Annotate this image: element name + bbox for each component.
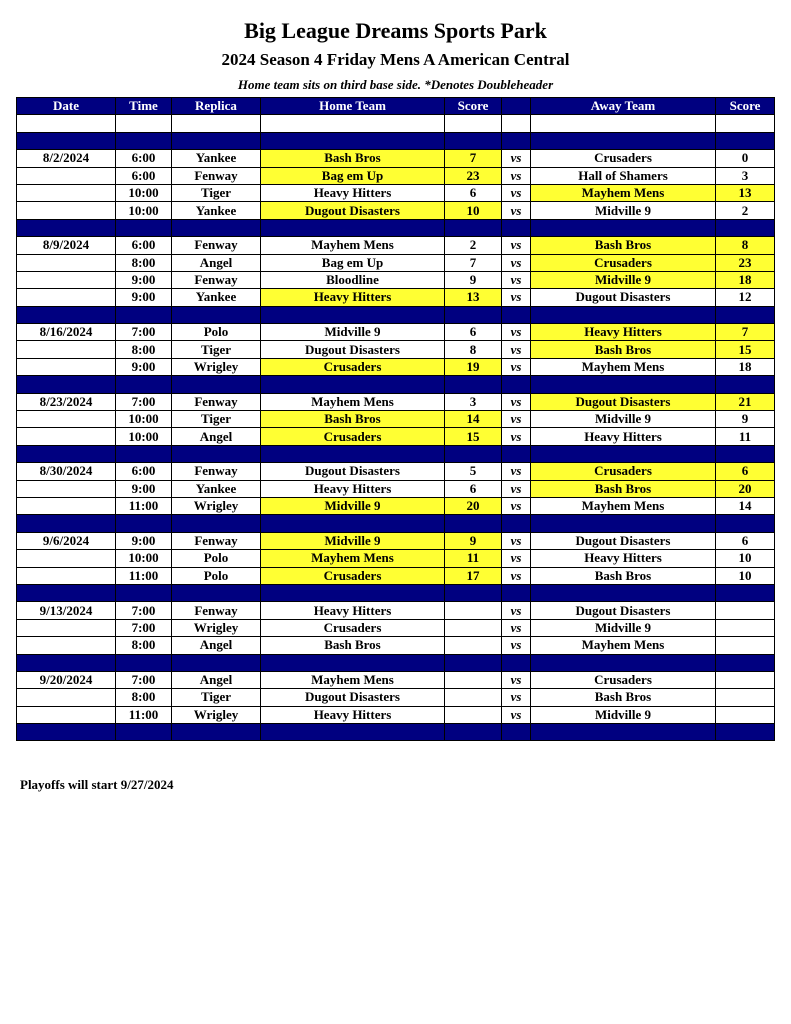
- away-team: Dugout Disasters: [531, 289, 716, 306]
- home-score: 20: [445, 497, 502, 514]
- game-replica: Fenway: [172, 271, 261, 288]
- home-team: Bash Bros: [261, 411, 445, 428]
- game-row: [17, 689, 775, 706]
- game-row: [17, 289, 775, 306]
- home-team: Crusaders: [261, 567, 445, 584]
- vs-label: vs: [502, 184, 531, 201]
- away-score: [716, 689, 775, 706]
- game-row: [17, 550, 775, 567]
- game-replica: Polo: [172, 550, 261, 567]
- home-team: Heavy Hitters: [261, 184, 445, 201]
- game-time: 10:00: [116, 550, 172, 567]
- game-time: 6:00: [116, 167, 172, 184]
- game-replica: Polo: [172, 567, 261, 584]
- game-time: 7:00: [116, 619, 172, 636]
- game-time: 11:00: [116, 706, 172, 723]
- week-separator: [17, 132, 775, 149]
- game-time: 7:00: [116, 393, 172, 410]
- away-score: [716, 671, 775, 688]
- home-team: Bloodline: [261, 271, 445, 288]
- game-date: [17, 167, 116, 184]
- vs-label: vs: [502, 602, 531, 619]
- home-score: 17: [445, 567, 502, 584]
- game-date: [17, 637, 116, 654]
- week-separator: [17, 445, 775, 462]
- game-date: [17, 271, 116, 288]
- home-team: Mayhem Mens: [261, 671, 445, 688]
- home-team: Heavy Hitters: [261, 602, 445, 619]
- game-date: [17, 619, 116, 636]
- home-team: Dugout Disasters: [261, 341, 445, 358]
- game-replica: Wrigley: [172, 706, 261, 723]
- game-row: [17, 706, 775, 723]
- away-team: Bash Bros: [531, 480, 716, 497]
- game-replica: Yankee: [172, 289, 261, 306]
- game-time: 9:00: [116, 358, 172, 375]
- game-date: [17, 497, 116, 514]
- vs-label: vs: [502, 689, 531, 706]
- vs-label: vs: [502, 237, 531, 254]
- home-team: Bag em Up: [261, 167, 445, 184]
- vs-label: vs: [502, 480, 531, 497]
- vs-label: vs: [502, 324, 531, 341]
- home-score: 8: [445, 341, 502, 358]
- away-team: Heavy Hitters: [531, 324, 716, 341]
- home-score: 6: [445, 480, 502, 497]
- away-score: [716, 637, 775, 654]
- game-row: [17, 567, 775, 584]
- away-team: Crusaders: [531, 254, 716, 271]
- game-replica: Wrigley: [172, 358, 261, 375]
- game-replica: Fenway: [172, 237, 261, 254]
- away-score: 11: [716, 428, 775, 445]
- away-score: 2: [716, 202, 775, 219]
- vs-label: vs: [502, 619, 531, 636]
- away-score: 3: [716, 167, 775, 184]
- away-score: 8: [716, 237, 775, 254]
- game-time: 8:00: [116, 254, 172, 271]
- away-team: Dugout Disasters: [531, 393, 716, 410]
- game-replica: Tiger: [172, 184, 261, 201]
- home-score: 9: [445, 532, 502, 549]
- away-score: [716, 706, 775, 723]
- game-date: [17, 567, 116, 584]
- game-date: [17, 428, 116, 445]
- col-header-home-team: Home Team: [261, 98, 445, 115]
- home-score: 2: [445, 237, 502, 254]
- game-row: [17, 602, 775, 619]
- vs-label: vs: [502, 428, 531, 445]
- away-score: 12: [716, 289, 775, 306]
- game-time: 8:00: [116, 637, 172, 654]
- game-date: [17, 184, 116, 201]
- home-score: 5: [445, 463, 502, 480]
- home-score: 10: [445, 202, 502, 219]
- blank-row: [17, 115, 775, 132]
- home-team: Bash Bros: [261, 637, 445, 654]
- game-replica: Fenway: [172, 167, 261, 184]
- game-date: 9/20/2024: [17, 671, 116, 688]
- game-replica: Fenway: [172, 463, 261, 480]
- away-score: 6: [716, 532, 775, 549]
- game-time: 7:00: [116, 324, 172, 341]
- game-row: [17, 671, 775, 688]
- game-date: [17, 411, 116, 428]
- away-team: Bash Bros: [531, 689, 716, 706]
- game-date: [17, 254, 116, 271]
- game-time: 9:00: [116, 532, 172, 549]
- away-score: 0: [716, 150, 775, 167]
- home-score: 23: [445, 167, 502, 184]
- home-team: Dugout Disasters: [261, 689, 445, 706]
- game-time: 6:00: [116, 463, 172, 480]
- vs-label: vs: [502, 271, 531, 288]
- vs-label: vs: [502, 411, 531, 428]
- away-score: 15: [716, 341, 775, 358]
- game-replica: Fenway: [172, 602, 261, 619]
- game-date: [17, 289, 116, 306]
- home-score: [445, 602, 502, 619]
- game-date: [17, 202, 116, 219]
- game-row: [17, 324, 775, 341]
- schedule-table: [16, 97, 775, 741]
- vs-label: vs: [502, 289, 531, 306]
- away-score: 10: [716, 567, 775, 584]
- away-team: Bash Bros: [531, 341, 716, 358]
- home-score: 6: [445, 324, 502, 341]
- away-team: Midville 9: [531, 271, 716, 288]
- home-team: Crusaders: [261, 619, 445, 636]
- game-replica: Wrigley: [172, 497, 261, 514]
- week-separator: [17, 219, 775, 236]
- vs-label: vs: [502, 706, 531, 723]
- home-score: 13: [445, 289, 502, 306]
- game-time: 9:00: [116, 289, 172, 306]
- game-date: [17, 706, 116, 723]
- page-subtitle: 2024 Season 4 Friday Mens A American Central: [221, 50, 570, 69]
- game-replica: Tiger: [172, 341, 261, 358]
- game-date: 8/23/2024: [17, 393, 116, 410]
- game-row: [17, 271, 775, 288]
- game-date: [17, 480, 116, 497]
- home-score: 9: [445, 271, 502, 288]
- game-replica: Yankee: [172, 150, 261, 167]
- game-row: [17, 202, 775, 219]
- game-row: [17, 341, 775, 358]
- away-score: 14: [716, 497, 775, 514]
- game-replica: Tiger: [172, 411, 261, 428]
- page-title: Big League Dreams Sports Park: [244, 18, 547, 43]
- away-score: 7: [716, 324, 775, 341]
- home-score: [445, 706, 502, 723]
- away-score: 13: [716, 184, 775, 201]
- away-team: Hall of Shamers: [531, 167, 716, 184]
- away-team: Heavy Hitters: [531, 550, 716, 567]
- away-team: Mayhem Mens: [531, 637, 716, 654]
- vs-label: vs: [502, 202, 531, 219]
- home-score: [445, 689, 502, 706]
- home-team: Crusaders: [261, 358, 445, 375]
- away-team: Heavy Hitters: [531, 428, 716, 445]
- away-score: 21: [716, 393, 775, 410]
- col-header-time: Time: [116, 98, 172, 115]
- game-date: 9/13/2024: [17, 602, 116, 619]
- game-time: 8:00: [116, 689, 172, 706]
- game-time: 11:00: [116, 497, 172, 514]
- home-score: 7: [445, 150, 502, 167]
- game-row: [17, 150, 775, 167]
- home-team: Mayhem Mens: [261, 237, 445, 254]
- game-replica: Yankee: [172, 202, 261, 219]
- away-score: 9: [716, 411, 775, 428]
- game-replica: Angel: [172, 428, 261, 445]
- game-date: [17, 341, 116, 358]
- home-team: Midville 9: [261, 532, 445, 549]
- home-team: Dugout Disasters: [261, 202, 445, 219]
- vs-label: vs: [502, 550, 531, 567]
- col-header-vs: [502, 98, 531, 115]
- vs-label: vs: [502, 341, 531, 358]
- week-separator: [17, 306, 775, 323]
- away-team: Crusaders: [531, 150, 716, 167]
- game-time: 10:00: [116, 202, 172, 219]
- header-row: [17, 98, 775, 115]
- vs-label: vs: [502, 463, 531, 480]
- game-time: 7:00: [116, 671, 172, 688]
- away-team: Bash Bros: [531, 567, 716, 584]
- home-team: Midville 9: [261, 324, 445, 341]
- game-replica: Polo: [172, 324, 261, 341]
- away-team: Mayhem Mens: [531, 358, 716, 375]
- game-row: [17, 480, 775, 497]
- home-score: 11: [445, 550, 502, 567]
- game-date: 8/9/2024: [17, 237, 116, 254]
- home-score: 15: [445, 428, 502, 445]
- game-date: 9/6/2024: [17, 532, 116, 549]
- game-row: [17, 428, 775, 445]
- game-row: [17, 254, 775, 271]
- home-score: 7: [445, 254, 502, 271]
- game-date: [17, 358, 116, 375]
- game-date: [17, 689, 116, 706]
- game-replica: Angel: [172, 637, 261, 654]
- away-team: Bash Bros: [531, 237, 716, 254]
- home-score: 14: [445, 411, 502, 428]
- playoffs-note: Playoffs will start 9/27/2024: [20, 777, 174, 792]
- home-team: Midville 9: [261, 497, 445, 514]
- home-score: 19: [445, 358, 502, 375]
- home-score: [445, 619, 502, 636]
- game-row: [17, 532, 775, 549]
- away-team: Mayhem Mens: [531, 184, 716, 201]
- game-replica: Fenway: [172, 393, 261, 410]
- week-separator: [17, 654, 775, 671]
- home-score: 3: [445, 393, 502, 410]
- away-score: 20: [716, 480, 775, 497]
- vs-label: vs: [502, 358, 531, 375]
- game-time: 6:00: [116, 237, 172, 254]
- vs-label: vs: [502, 497, 531, 514]
- vs-label: vs: [502, 393, 531, 410]
- col-header-home-score: Score: [445, 98, 502, 115]
- away-team: Crusaders: [531, 463, 716, 480]
- away-score: 23: [716, 254, 775, 271]
- game-time: 9:00: [116, 480, 172, 497]
- game-row: [17, 619, 775, 636]
- col-header-replica: Replica: [172, 98, 261, 115]
- game-replica: Fenway: [172, 532, 261, 549]
- game-date: 8/2/2024: [17, 150, 116, 167]
- game-date: [17, 550, 116, 567]
- game-time: 10:00: [116, 428, 172, 445]
- away-team: Midville 9: [531, 411, 716, 428]
- game-replica: Tiger: [172, 689, 261, 706]
- col-header-away-score: Score: [716, 98, 775, 115]
- away-team: Midville 9: [531, 619, 716, 636]
- game-time: 11:00: [116, 567, 172, 584]
- week-separator: [17, 376, 775, 393]
- game-time: 10:00: [116, 184, 172, 201]
- home-team: Crusaders: [261, 428, 445, 445]
- game-replica: Angel: [172, 671, 261, 688]
- home-team: Dugout Disasters: [261, 463, 445, 480]
- game-row: [17, 411, 775, 428]
- vs-label: vs: [502, 637, 531, 654]
- game-time: 8:00: [116, 341, 172, 358]
- game-row: [17, 184, 775, 201]
- away-team: Midville 9: [531, 202, 716, 219]
- game-replica: Yankee: [172, 480, 261, 497]
- away-score: [716, 602, 775, 619]
- week-separator: [17, 515, 775, 532]
- game-time: 10:00: [116, 411, 172, 428]
- col-header-date: Date: [17, 98, 116, 115]
- game-replica: Angel: [172, 254, 261, 271]
- home-team-note: Home team sits on third base side. *Denotes Doubleheader: [237, 77, 554, 92]
- game-row: [17, 393, 775, 410]
- home-team: Heavy Hitters: [261, 706, 445, 723]
- away-score: 18: [716, 271, 775, 288]
- game-date: 8/16/2024: [17, 324, 116, 341]
- game-time: 7:00: [116, 602, 172, 619]
- vs-label: vs: [502, 532, 531, 549]
- vs-label: vs: [502, 167, 531, 184]
- away-score: 6: [716, 463, 775, 480]
- vs-label: vs: [502, 671, 531, 688]
- away-team: Dugout Disasters: [531, 602, 716, 619]
- home-team: Bash Bros: [261, 150, 445, 167]
- col-header-away-team: Away Team: [531, 98, 716, 115]
- game-row: [17, 637, 775, 654]
- away-team: Mayhem Mens: [531, 497, 716, 514]
- away-team: Midville 9: [531, 706, 716, 723]
- schedule-body: [17, 115, 775, 741]
- vs-label: vs: [502, 150, 531, 167]
- home-team: Mayhem Mens: [261, 550, 445, 567]
- vs-label: vs: [502, 254, 531, 271]
- game-row: [17, 497, 775, 514]
- week-separator: [17, 724, 775, 741]
- home-team: Bag em Up: [261, 254, 445, 271]
- away-score: 18: [716, 358, 775, 375]
- home-score: [445, 671, 502, 688]
- home-score: [445, 637, 502, 654]
- game-replica: Wrigley: [172, 619, 261, 636]
- home-score: 6: [445, 184, 502, 201]
- week-separator: [17, 584, 775, 601]
- home-team: Heavy Hitters: [261, 289, 445, 306]
- game-row: [17, 358, 775, 375]
- home-team: Mayhem Mens: [261, 393, 445, 410]
- game-time: 6:00: [116, 150, 172, 167]
- game-row: [17, 463, 775, 480]
- away-score: [716, 619, 775, 636]
- game-row: [17, 167, 775, 184]
- away-score: 10: [716, 550, 775, 567]
- game-date: 8/30/2024: [17, 463, 116, 480]
- game-row: [17, 237, 775, 254]
- away-team: Dugout Disasters: [531, 532, 716, 549]
- home-team: Heavy Hitters: [261, 480, 445, 497]
- vs-label: vs: [502, 567, 531, 584]
- away-team: Crusaders: [531, 671, 716, 688]
- game-time: 9:00: [116, 271, 172, 288]
